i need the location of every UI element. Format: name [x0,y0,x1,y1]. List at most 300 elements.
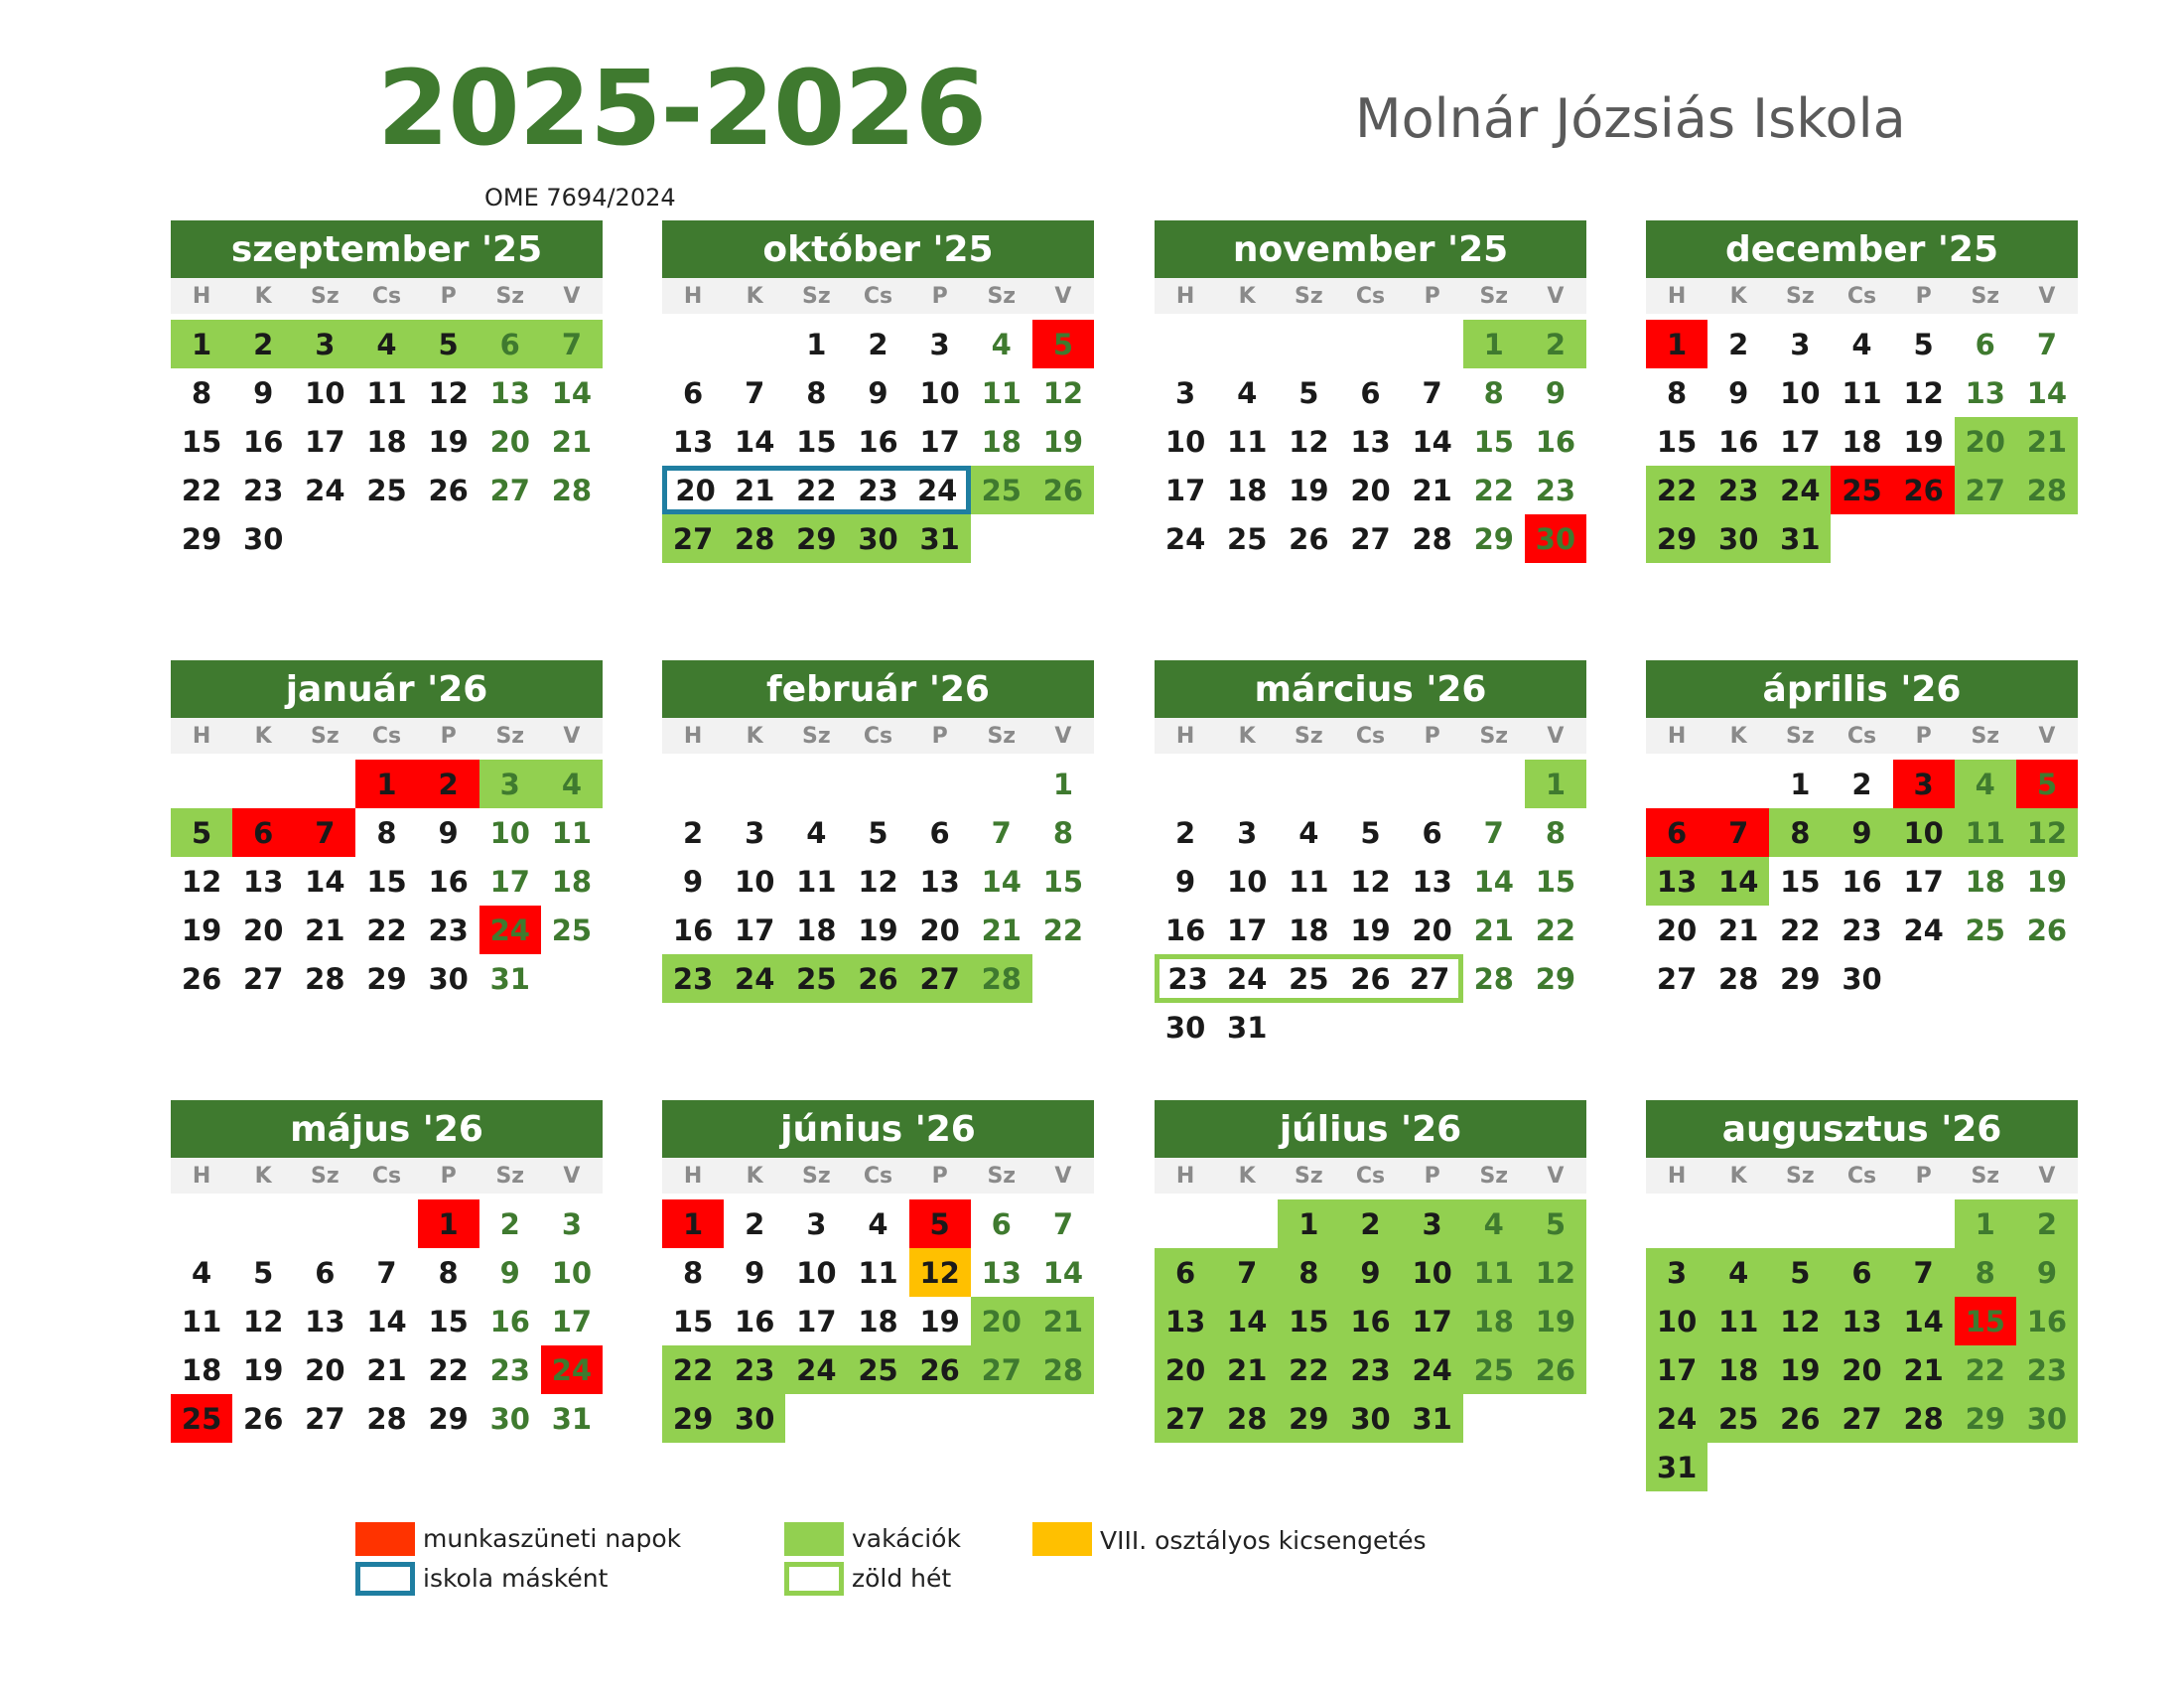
day-cell: 13 [1646,857,1707,906]
month-block [171,220,603,563]
day-cell: 20 [662,466,724,514]
day-cell: 21 [1032,1297,1094,1345]
day-cell: 15 [1473,424,1514,459]
weekday-header-row [1646,278,2078,314]
weekday-label: Sz [311,1163,340,1189]
weekday-label: P [1915,283,1932,309]
day-cell: 19 [1289,473,1329,507]
day-cell: 2 [232,320,294,368]
day-cell: 26 [2026,913,2068,947]
empty-cell [1278,760,1339,808]
day-cell: 24 [785,1345,847,1394]
day-cell: 31 [489,961,530,996]
day-cell: 8 [1052,815,1073,850]
day-cell: 11 [181,1304,222,1338]
day-cell: 11 [1707,1297,1769,1345]
day-cell: 19 [1769,1345,1831,1394]
day-cell: 30 [1339,1394,1401,1443]
day-cell: 31 [551,1401,593,1436]
weekday-label: Cs [371,1163,402,1189]
day-cell: 29 [366,961,407,996]
day-cell: 16 [858,424,898,459]
day-cell: 4 [868,1206,888,1241]
day-cell: 1 [1955,1199,2016,1248]
day-cell: 28 [2016,466,2078,514]
day-cell: 3 [1646,1248,1707,1297]
day-cell: 18 [1463,1297,1525,1345]
day-cell: 30 [428,961,469,996]
day-cell: 18 [858,1304,898,1338]
day-cell: 27 [1831,1394,1892,1443]
day-cell: 13 [305,1304,345,1338]
day-cell: 18 [551,864,593,899]
month-title: április '26 [1646,660,2078,718]
day-cell: 16 [2016,1297,2078,1345]
day-grid [171,1199,603,1443]
day-cell: 24 [479,906,541,954]
empty-cell [355,1199,417,1248]
empty-cell [171,760,232,808]
day-cell: 28 [1412,521,1452,556]
day-cell: 31 [909,514,971,563]
day-grid [171,760,603,1003]
day-cell: 9 [745,1255,765,1290]
day-cell: 26 [909,1345,971,1394]
day-cell: 1 [1525,760,1586,808]
day-cell: 30 [724,1394,785,1443]
month-title: július '26 [1155,1100,1586,1158]
day-cell: 31 [1402,1394,1463,1443]
day-cell: 16 [489,1304,530,1338]
day-cell: 7 [1707,808,1769,857]
empty-cell [785,760,847,808]
day-cell: 22 [662,1345,724,1394]
day-cell: 11 [796,864,837,899]
weekday-label: V [563,723,581,749]
day-cell: 8 [1278,1248,1339,1297]
day-cell: 11 [858,1255,898,1290]
day-cell: 29 [1278,1394,1339,1443]
empty-cell [971,760,1032,808]
weekday-header-row [662,278,1094,314]
day-cell: 4 [806,815,827,850]
empty-cell [1155,1199,1216,1248]
day-cell: 5 [1298,375,1319,410]
day-cell: 25 [1278,954,1339,1003]
day-grid [662,1199,1094,1443]
day-cell: 30 [1525,514,1586,563]
day-cell: 27 [1402,954,1463,1003]
day-cell: 25 [1965,913,2005,947]
weekday-label: V [2038,283,2056,309]
day-cell: 26 [1893,466,1955,514]
day-cell: 12 [1042,375,1084,410]
day-cell: 10 [735,864,775,899]
weekday-header-row [1155,718,1586,754]
day-cell: 22 [181,473,222,507]
legend-vacation-swatch [784,1522,844,1556]
weekday-label: V [1054,1163,1072,1189]
day-cell: 20 [919,913,960,947]
weekday-label: Cs [1355,283,1386,309]
legend-maskent-swatch [355,1562,415,1596]
day-cell: 30 [1707,514,1769,563]
day-cell: 10 [1227,864,1268,899]
weekday-label: H [192,283,211,309]
weekday-label: H [683,723,703,749]
day-cell: 11 [366,375,407,410]
day-cell: 6 [682,375,704,410]
day-cell: 22 [1955,1345,2016,1394]
day-cell: 8 [438,1255,459,1290]
day-cell: 15 [366,864,407,899]
weekday-label: P [1424,283,1440,309]
day-cell: 21 [981,913,1022,947]
day-cell: 22 [1535,913,1576,947]
day-cell: 12 [1525,1248,1586,1297]
day-cell: 15 [1656,424,1698,459]
day-cell: 7 [376,1255,397,1290]
weekday-label: Sz [1786,723,1815,749]
day-cell: 27 [489,473,530,507]
decree-number: OME 7694/2024 [484,184,676,211]
day-cell: 17 [1903,864,1944,899]
day-cell: 19 [858,913,898,947]
day-cell: 1 [1790,767,1811,801]
weekday-label: Sz [495,723,525,749]
empty-cell [1646,760,1707,808]
weekday-label: Cs [371,723,402,749]
day-cell: 14 [305,864,345,899]
legend-holiday-label: munkaszüneti napok [423,1524,682,1553]
day-cell: 15 [672,1304,714,1338]
day-cell: 4 [1463,1199,1525,1248]
day-cell: 27 [662,514,724,563]
day-cell: 26 [1339,954,1401,1003]
calendar-title: 2025-2026 [377,48,987,169]
day-cell: 3 [1893,760,1955,808]
day-grid [1155,760,1586,1052]
legend-zold-label: zöld hét [852,1564,952,1593]
day-cell: 10 [1646,1297,1707,1345]
day-cell: 27 [909,954,971,1003]
day-cell: 23 [1842,913,1882,947]
empty-cell [724,760,785,808]
weekday-label: V [1547,1163,1565,1189]
day-cell: 14 [1042,1255,1084,1290]
empty-cell [294,1199,355,1248]
day-cell: 6 [1155,1248,1216,1297]
day-cell: 5 [1913,327,1934,361]
day-cell: 1 [806,327,827,361]
day-cell: 10 [1402,1248,1463,1297]
day-cell: 29 [1473,521,1514,556]
day-grid [662,320,1094,563]
day-cell: 6 [315,1255,336,1290]
day-cell: 17 [1164,473,1206,507]
day-cell: 17 [919,424,960,459]
weekday-label: K [1238,283,1256,309]
day-cell: 11 [1955,808,2016,857]
day-cell: 1 [1278,1199,1339,1248]
day-cell: 6 [1360,375,1381,410]
day-cell: 21 [551,424,593,459]
day-cell: 26 [1289,521,1329,556]
day-cell: 7 [2036,327,2057,361]
day-cell: 23 [1707,466,1769,514]
day-cell: 9 [1831,808,1892,857]
day-cell: 16 [243,424,284,459]
day-cell: 8 [1483,375,1504,410]
day-cell: 4 [1955,760,2016,808]
day-cell: 19 [1350,913,1391,947]
day-cell: 9 [1174,864,1196,899]
day-cell: 3 [1237,815,1258,850]
day-cell: 13 [672,424,714,459]
weekday-label: H [1667,1163,1687,1189]
day-cell: 20 [1831,1345,1892,1394]
weekday-label: P [440,1163,457,1189]
day-cell: 21 [2016,417,2078,466]
day-cell: 24 [541,1345,603,1394]
day-cell: 22 [1278,1345,1339,1394]
day-cell: 8 [1769,808,1831,857]
day-cell: 23 [1155,954,1216,1003]
month-title: augusztus '26 [1646,1100,2078,1158]
day-cell: 6 [1646,808,1707,857]
day-cell: 24 [1216,954,1278,1003]
day-cell: 10 [305,375,345,410]
day-cell: 9 [438,815,459,850]
day-cell: 2 [1174,815,1196,850]
day-cell: 10 [1164,424,1206,459]
day-cell: 22 [1473,473,1514,507]
empty-cell [1155,320,1216,368]
day-cell: 3 [561,1206,582,1241]
day-cell: 21 [1216,1345,1278,1394]
day-cell: 16 [1535,424,1576,459]
month-title: december '25 [1646,220,2078,278]
day-cell: 21 [1718,913,1759,947]
weekday-label: Sz [1479,283,1509,309]
day-cell: 16 [1718,424,1759,459]
day-cell: 28 [551,473,593,507]
day-cell: 2 [2016,1199,2078,1248]
day-cell: 23 [1339,1345,1401,1394]
day-cell: 20 [1656,913,1698,947]
day-cell: 12 [1903,375,1944,410]
day-cell: 16 [1164,913,1206,947]
day-cell: 24 [1769,466,1831,514]
day-cell: 18 [1227,473,1268,507]
weekday-label: Cs [863,723,893,749]
day-cell: 2 [745,1206,765,1241]
day-cell: 1 [1463,320,1525,368]
day-cell: 1 [1052,767,1073,801]
weekday-label: Sz [1971,723,2000,749]
day-cell: 7 [294,808,355,857]
day-cell: 6 [1975,327,1995,361]
day-cell: 19 [1903,424,1944,459]
day-cell: 19 [428,424,469,459]
day-cell: 23 [1535,473,1576,507]
day-cell: 30 [1164,1010,1206,1045]
empty-cell [1463,760,1525,808]
weekday-label: Sz [1971,1163,2000,1189]
day-cell: 31 [1646,1443,1707,1491]
day-cell: 1 [1646,320,1707,368]
weekday-label: V [1547,283,1565,309]
day-cell: 18 [981,424,1022,459]
weekday-label: P [1915,1163,1932,1189]
day-cell: 11 [1463,1248,1525,1297]
day-cell: 26 [181,961,222,996]
day-cell: 3 [806,1206,827,1241]
day-cell: 5 [909,1199,971,1248]
day-cell: 12 [1289,424,1329,459]
weekday-label: Sz [1295,1163,1323,1189]
month-title: október '25 [662,220,1094,278]
month-title: március '26 [1155,660,1586,718]
day-cell: 10 [551,1255,593,1290]
weekday-label: Sz [495,1163,525,1189]
day-cell: 17 [1646,1345,1707,1394]
day-cell: 17 [551,1304,593,1338]
empty-cell [1216,760,1278,808]
day-cell: 24 [305,473,345,507]
weekday-label: Sz [987,283,1017,309]
day-cell: 7 [745,375,765,410]
weekday-label: K [1238,1163,1256,1189]
day-cell: 14 [1216,1297,1278,1345]
weekday-label: H [683,283,703,309]
day-cell: 25 [1463,1345,1525,1394]
day-cell: 18 [366,424,407,459]
day-cell: 25 [171,1394,232,1443]
day-cell: 2 [868,327,888,361]
day-cell: 23 [724,1345,785,1394]
day-cell: 29 [428,1401,469,1436]
empty-cell [1216,320,1278,368]
weekday-label: K [746,723,763,749]
weekday-label: P [440,283,457,309]
weekday-label: Cs [371,283,402,309]
day-cell: 15 [1278,1297,1339,1345]
day-cell: 13 [489,375,530,410]
day-cell: 24 [1402,1345,1463,1394]
day-cell: 13 [1831,1297,1892,1345]
day-cell: 24 [1646,1394,1707,1443]
day-cell: 19 [2026,864,2068,899]
empty-cell [909,760,971,808]
day-cell: 29 [1955,1394,2016,1443]
day-cell: 24 [724,954,785,1003]
day-cell: 17 [1780,424,1821,459]
weekday-label: P [1915,723,1932,749]
day-cell: 26 [1525,1345,1586,1394]
day-cell: 12 [2016,808,2078,857]
day-cell: 28 [1216,1394,1278,1443]
day-cell: 14 [1893,1297,1955,1345]
school-name: Molnár Józsiás Iskola [1355,87,1906,150]
day-cell: 14 [551,375,593,410]
day-cell: 28 [366,1401,407,1436]
day-cell: 14 [981,864,1022,899]
day-cell: 13 [1965,375,2005,410]
empty-cell [1769,1199,1831,1248]
day-cell: 20 [1155,1345,1216,1394]
weekday-label: Cs [1846,723,1877,749]
day-cell: 10 [1893,808,1955,857]
day-cell: 14 [366,1304,407,1338]
day-cell: 24 [1903,913,1944,947]
day-cell: 6 [929,815,950,850]
day-cell: 12 [428,375,469,410]
day-cell: 18 [1965,864,2005,899]
day-cell: 22 [1042,913,1084,947]
empty-cell [1893,1199,1955,1248]
day-cell: 11 [1289,864,1329,899]
day-cell: 29 [1535,961,1576,996]
weekday-label: V [1054,723,1072,749]
day-cell: 6 [1831,1248,1892,1297]
weekday-label: Sz [1295,723,1323,749]
empty-cell [232,1199,294,1248]
day-cell: 12 [909,1248,971,1297]
day-cell: 19 [181,913,222,947]
day-cell: 23 [847,466,908,514]
day-cell: 16 [1339,1297,1401,1345]
day-cell: 7 [1893,1248,1955,1297]
weekday-header-row [1155,1158,1586,1194]
day-cell: 13 [981,1255,1022,1290]
day-cell: 19 [1525,1297,1586,1345]
weekday-label: Sz [987,1163,1017,1189]
day-cell: 10 [489,815,530,850]
weekday-label: K [1729,1163,1747,1189]
weekday-label: V [1547,723,1565,749]
day-cell: 7 [1052,1206,1073,1241]
day-cell: 9 [682,864,704,899]
day-cell: 9 [1339,1248,1401,1297]
empty-cell [847,760,908,808]
day-cell: 28 [305,961,345,996]
day-cell: 12 [181,864,222,899]
day-cell: 25 [1707,1394,1769,1443]
day-cell: 21 [305,913,345,947]
day-cell: 5 [418,320,479,368]
weekday-label: Sz [1295,283,1323,309]
day-cell: 15 [1535,864,1576,899]
day-cell: 10 [796,1255,837,1290]
day-cell: 17 [489,864,530,899]
day-cell: 11 [981,375,1022,410]
weekday-label: Sz [1479,723,1509,749]
day-cell: 2 [1851,767,1872,801]
day-cell: 4 [355,320,417,368]
weekday-label: Sz [495,283,525,309]
legend-maskent-label: iskola másként [423,1564,609,1593]
day-cell: 11 [551,815,593,850]
day-grid [1155,1199,1586,1443]
day-cell: 23 [489,1352,530,1387]
day-cell: 22 [366,913,407,947]
legend-kicsengetes-label: VIII. osztályos kicsengetés [1100,1526,1427,1555]
weekday-label: K [1238,723,1256,749]
day-cell: 2 [682,815,704,850]
month-block [1155,660,1586,1052]
day-cell: 10 [919,375,960,410]
